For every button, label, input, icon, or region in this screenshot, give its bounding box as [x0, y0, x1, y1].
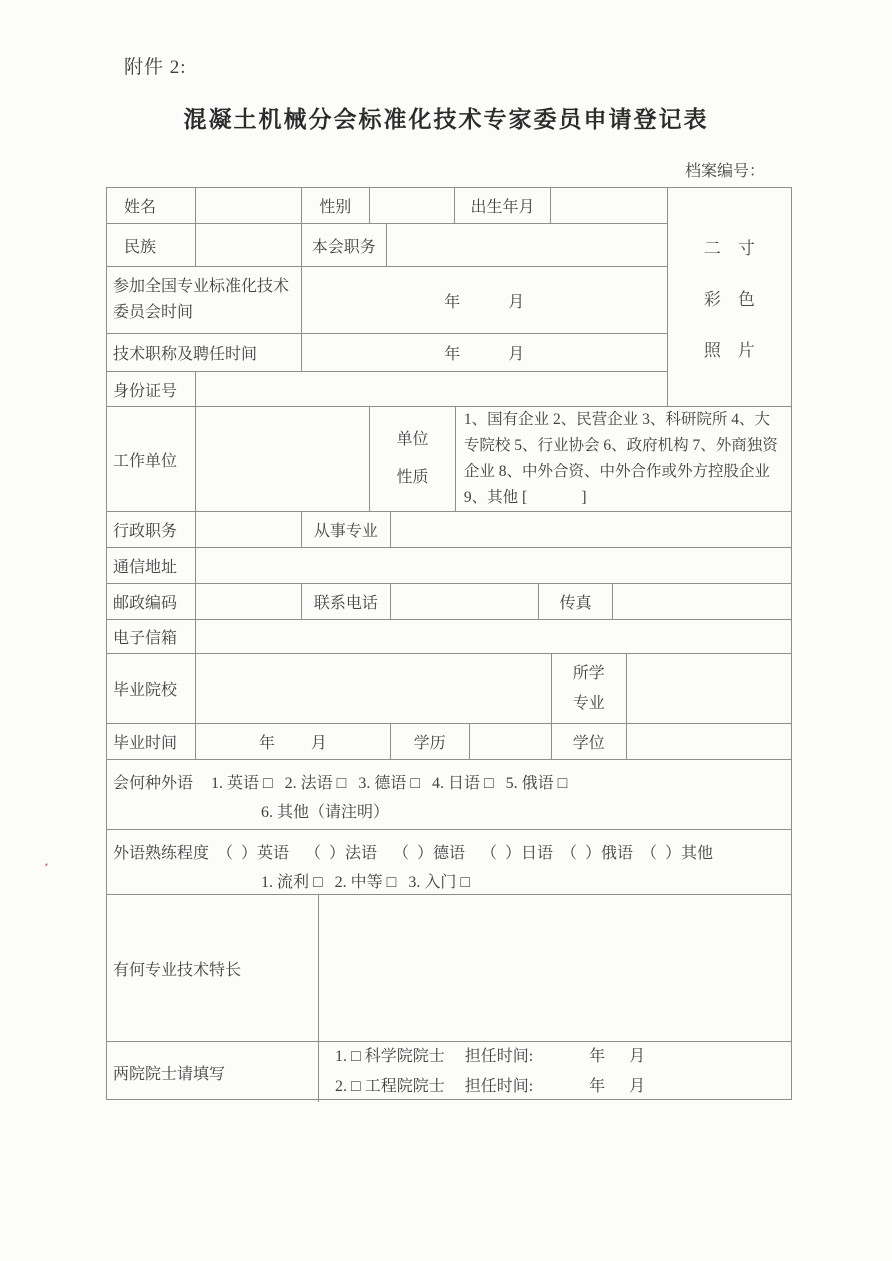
- fax-value-cell: [613, 584, 791, 619]
- major-value-cell: [627, 654, 791, 723]
- scan-artifact: ′′: [42, 860, 48, 874]
- academician-item-engineering: 2. □ 工程院院士 担任时间: 年 月: [335, 1078, 646, 1095]
- photo-box: [668, 188, 791, 406]
- school-value-cell: [196, 654, 552, 723]
- photo-text-line3: 照 片: [703, 340, 755, 360]
- row-school: [107, 654, 791, 724]
- major-label: [552, 654, 627, 723]
- name-value-cell: [196, 188, 302, 223]
- unit-nature-label-line2: 性质: [396, 469, 429, 486]
- row-specialty: [107, 895, 791, 1042]
- id-number-value-cell: [196, 372, 667, 406]
- row-id-number: [107, 372, 667, 406]
- row-work-unit: [107, 407, 791, 512]
- profession-label: 从事专业: [302, 512, 391, 547]
- languages-options: 1. 英语 □ 2. 法语 □ 3. 德语 □ 4. 日语 □ 5. 俄语 □: [211, 775, 568, 792]
- row-proficiency: [107, 830, 791, 895]
- school-label: 毕业院校: [107, 654, 196, 723]
- form-top-left: [107, 188, 668, 406]
- unit-nature-label-line1: 单位: [396, 431, 429, 448]
- academician-label: 两院院士请填写: [107, 1042, 319, 1102]
- postcode-label: 邮政编码: [107, 584, 196, 619]
- row-committee-time: [107, 267, 667, 334]
- row-admin-post: [107, 512, 791, 548]
- grad-time-value: 年 月: [196, 724, 391, 759]
- email-value-cell: [196, 620, 791, 653]
- phone-value-cell: [391, 584, 539, 619]
- ethnicity-value-cell: [196, 224, 302, 266]
- form-top-section: [107, 188, 791, 407]
- admin-post-label: 行政职务: [107, 512, 196, 547]
- proficiency-languages: （ ）英语 （ ）法语 （ ）德语 （ ）日语 （ ）俄语 （ ）其他: [217, 845, 714, 862]
- work-unit-label: 工作单位: [107, 407, 196, 511]
- proficiency-line1: [113, 839, 783, 868]
- gender-label: 性别: [302, 188, 370, 223]
- row-grad-time: [107, 724, 791, 760]
- row-address: [107, 548, 791, 584]
- phone-label: 联系电话: [302, 584, 391, 619]
- academician-content: [319, 1042, 791, 1102]
- fax-label: 传真: [539, 584, 613, 619]
- row-languages: [107, 760, 791, 830]
- email-label: 电子信箱: [107, 620, 196, 653]
- degree-value-cell: [627, 724, 791, 759]
- row-postcode: [107, 584, 791, 620]
- photo-text-line1: 二 寸: [703, 238, 755, 258]
- birth-value-cell: [551, 188, 667, 223]
- gender-value-cell: [370, 188, 455, 223]
- ethnicity-label: 民族: [107, 224, 196, 266]
- unit-nature-options: 1、国有企业 2、民营企业 3、科研院所 4、大专院校 5、行业协会 6、政府机构 7、外商独资企业 8、中外合资、中外合作或外方控股企业 9、其他 [ ]: [463, 411, 778, 506]
- education-value-cell: [470, 724, 552, 759]
- specialty-value-cell: [319, 895, 791, 1041]
- languages-other: 6. 其他（请注明）: [261, 804, 390, 821]
- archive-number-label: 档案编号：: [684, 163, 765, 180]
- row-name: [107, 188, 667, 224]
- unit-nature-label: [370, 407, 456, 511]
- admin-post-value-cell: [196, 512, 302, 547]
- committee-time-label: 参加全国专业标准化技术委员会时间: [107, 267, 302, 333]
- photo-text-line2: 彩 色: [703, 289, 755, 309]
- postcode-value-cell: [196, 584, 302, 619]
- major-label-line1: 所学: [572, 664, 605, 682]
- languages-label: 会何种外语: [113, 775, 194, 792]
- name-label: 姓名: [107, 188, 196, 223]
- page-title: 混凝土机械分会标准化技术专家委员申请登记表: [183, 107, 709, 132]
- major-label-line2: 专业: [572, 694, 605, 712]
- specialty-label: 有何专业技术特长: [107, 895, 319, 1041]
- degree-label: 学位: [552, 724, 627, 759]
- row-email: [107, 620, 791, 654]
- languages-line1: [113, 769, 783, 798]
- id-number-label: 身份证号: [107, 372, 196, 406]
- grad-time-label: 毕业时间: [107, 724, 196, 759]
- tech-title-label: 技术职称及聘任时间: [107, 334, 302, 371]
- row-tech-title: [107, 334, 667, 372]
- profession-value-cell: [391, 512, 791, 547]
- association-post-label: 本会职务: [302, 224, 387, 266]
- birth-label: 出生年月: [455, 188, 551, 223]
- address-value-cell: [196, 548, 791, 583]
- application-form-table: [106, 187, 792, 1100]
- tech-title-value: 年 月: [444, 346, 525, 363]
- row-ethnicity: [107, 224, 667, 267]
- education-label: 学历: [391, 724, 470, 759]
- attachment-label: 附件 2:: [124, 57, 187, 78]
- academician-item-science: 1. □ 科学院院士 担任时间: 年 月: [335, 1048, 646, 1065]
- committee-time-value: 年 月: [444, 293, 525, 311]
- address-label: 通信地址: [107, 548, 196, 583]
- work-unit-value-cell: [196, 407, 370, 511]
- proficiency-levels: 1. 流利 □ 2. 中等 □ 3. 入门 □: [261, 874, 470, 891]
- proficiency-label: 外语熟练程度: [113, 845, 210, 862]
- association-post-value-cell: [387, 224, 667, 266]
- row-academician: [107, 1042, 791, 1102]
